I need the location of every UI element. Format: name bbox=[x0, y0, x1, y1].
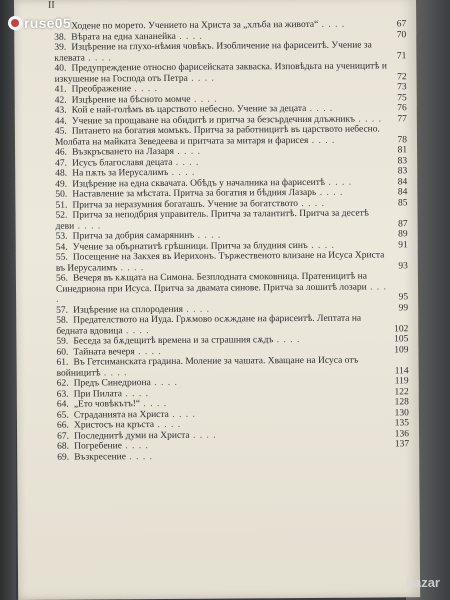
leader-dots: . . . . bbox=[125, 451, 153, 462]
entry-number: 49. bbox=[55, 179, 68, 190]
leader-dots: . . . . bbox=[173, 146, 202, 157]
page-number: II bbox=[47, 0, 55, 11]
entry-title: Вечеря въ кѫщата на Симона. Безплодната смоковница. Пратеницитѣ на Синедриона при Исуса. Притча за двамата синове. Притча за лошитѣ лозари bbox=[55, 271, 367, 295]
entry-title: Вѣрата на една хананейка bbox=[71, 31, 176, 43]
entry-page: 83 bbox=[397, 155, 408, 166]
entry-page: 99 bbox=[398, 302, 409, 313]
entry-page: 67 bbox=[396, 19, 407, 30]
toc-entry bbox=[55, 124, 407, 147]
entry-page: 114 bbox=[394, 365, 409, 376]
entry-title: Изцѣрение на сплородения bbox=[73, 304, 184, 316]
entry-page: 73 bbox=[397, 82, 407, 93]
leader-dots: . . . . bbox=[354, 113, 383, 125]
leader-dots: . . . . bbox=[187, 73, 215, 84]
entry-number: 58. bbox=[56, 315, 69, 326]
entry-number: 57. bbox=[56, 305, 69, 316]
entry-number: 62. bbox=[56, 378, 69, 389]
toc-entry bbox=[56, 313, 408, 336]
entry-page: 70 bbox=[396, 29, 407, 40]
entry-number: 44. bbox=[54, 116, 67, 127]
entry-title: Исусъ благославя децата bbox=[72, 157, 173, 169]
leader-dots: . . . . bbox=[183, 304, 211, 315]
entry-title: Изцѣрение на глухо-нѣмия човѣкъ. Изобличение на фарисеитѣ. Учение за клевата bbox=[54, 40, 372, 64]
leader-dots: . . . . bbox=[325, 177, 353, 188]
entry-number: 65. bbox=[56, 410, 69, 421]
entry-number: 60. bbox=[56, 347, 69, 358]
leader-dots: . . . . bbox=[150, 377, 178, 389]
entry-page: 89 bbox=[398, 229, 408, 240]
watermark bbox=[8, 14, 71, 31]
toc-entry bbox=[54, 61, 406, 84]
toc-entry bbox=[56, 271, 408, 305]
leader-dots: . . . . bbox=[175, 31, 203, 42]
entry-page: 81 bbox=[397, 145, 408, 156]
entry-number: 53. bbox=[55, 231, 68, 242]
entry-title: Страданията на Христа bbox=[73, 409, 169, 421]
entry-title: Предъ Синедриона bbox=[73, 378, 151, 389]
entry-number: 67. bbox=[57, 431, 69, 442]
entry-number: 42. bbox=[54, 95, 67, 106]
entry-title: Погребение bbox=[74, 441, 122, 452]
entry-number: 50. bbox=[55, 189, 68, 200]
entry-page: 84 bbox=[397, 187, 408, 198]
entry-page: 130 bbox=[394, 407, 409, 418]
entry-title: Христосъ на кръста bbox=[73, 420, 155, 431]
entry-page: 78 bbox=[397, 134, 408, 145]
leader-dots: . . . . bbox=[190, 94, 218, 105]
leader-dots: . . . . bbox=[121, 441, 149, 452]
entry-number: 46. bbox=[55, 147, 67, 158]
entry-page: 76 bbox=[397, 103, 407, 114]
bazar-logo: bazar bbox=[406, 575, 440, 590]
leader-dots: . . . . bbox=[273, 335, 301, 346]
book-page bbox=[14, 0, 420, 600]
entry-title: Изцѣрение на една сквачата. Обѣдъ у началника на фарисеитѣ bbox=[72, 177, 326, 190]
watermark-logo-icon bbox=[8, 16, 22, 30]
entry-number: 61. bbox=[56, 357, 69, 368]
entry-title: Учение за прощаване на обидитѣ и притча за безсърдечния длъжникъ bbox=[71, 114, 356, 127]
entry-page: 75 bbox=[397, 92, 407, 103]
entry-page: 83 bbox=[397, 166, 408, 177]
entry-title: Учение за обърнатитѣ грѣшници. Притча за блудния синъ bbox=[72, 240, 308, 253]
entry-page: 71 bbox=[396, 50, 407, 61]
entry-title: Предателството на Иуда. Грѫмово осѫждане на фарисеитѣ. Лептата на бедната вдовица bbox=[56, 313, 362, 337]
entry-number: 48. bbox=[55, 168, 68, 179]
entry-number: 64. bbox=[56, 399, 69, 410]
entry-number: 52. bbox=[55, 210, 68, 221]
entry-page: 95 bbox=[398, 292, 409, 303]
entry-page: 128 bbox=[394, 397, 409, 408]
entry-page: 72 bbox=[397, 71, 407, 82]
entry-number: 40. bbox=[54, 63, 67, 74]
entry-title: Въ Гетсиманската градина. Моление за чашата. Хващане на Исуса отъ войницитѣ bbox=[56, 355, 359, 379]
entry-number: 55. bbox=[55, 252, 68, 263]
leader-dots: . . . . bbox=[117, 262, 145, 273]
entry-page: 122 bbox=[394, 386, 409, 397]
toc-entry bbox=[57, 450, 409, 463]
leader-dots: . . . . bbox=[56, 281, 388, 305]
leader-dots: . . . . bbox=[121, 388, 150, 399]
entry-number: 68. bbox=[57, 441, 70, 452]
leader-dots: . . . . bbox=[318, 19, 346, 30]
leader-dots: . . . . bbox=[154, 419, 182, 431]
entry-number: 51. bbox=[55, 200, 68, 211]
entry-number: 41. bbox=[54, 84, 67, 95]
entry-title: Питането на богатия момъкъ. Притча за работницитѣ въ царството небесно. Молбата на майката Зеведеева и притчата за митаря и фарисея bbox=[54, 124, 380, 148]
entry-page: 84 bbox=[397, 176, 408, 187]
table-of-contents bbox=[54, 19, 409, 462]
entry-number: 69. bbox=[57, 452, 70, 463]
entry-title: При Пилата bbox=[73, 388, 123, 400]
leader-dots: . . . . bbox=[194, 230, 222, 241]
entry-title: Притча за добрия самарянинъ bbox=[72, 230, 195, 242]
leader-dots: . . . . bbox=[306, 103, 334, 114]
leader-dots: . . . . bbox=[168, 167, 196, 178]
entry-number: 38. bbox=[54, 32, 67, 43]
entry-title: Възкресение bbox=[74, 451, 126, 463]
leader-dots: . . . . bbox=[140, 398, 168, 410]
entry-page: 87 bbox=[398, 218, 408, 229]
entry-title: Предупреждение относно фарисейската закваска. Изповѣдьта на ученицитѣ и изкушение на Господа отъ Петра bbox=[54, 61, 387, 85]
leader-dots: . . . . bbox=[189, 430, 217, 441]
entry-title: „Ето човѣкътъ!“ bbox=[73, 399, 141, 410]
entry-number: 56. bbox=[55, 273, 68, 284]
entry-page: 136 bbox=[394, 428, 410, 439]
entry-title: Кой е най-голѣмъ въ царството небесно. Учение за децата bbox=[71, 103, 307, 116]
leader-dots: . . . . bbox=[168, 409, 196, 420]
leader-dots: . . . . bbox=[131, 83, 159, 95]
leader-dots: . . . . bbox=[172, 157, 200, 168]
entry-number: 39. bbox=[54, 42, 67, 53]
toc-entry bbox=[56, 250, 408, 273]
leader-dots: . . . . bbox=[308, 135, 336, 146]
toc-entry bbox=[54, 40, 406, 63]
toc-entry bbox=[56, 355, 408, 378]
leader-dots: . . . . bbox=[134, 346, 162, 357]
background-left bbox=[0, 0, 16, 600]
entry-page: 77 bbox=[397, 113, 407, 124]
entry-page: 109 bbox=[394, 344, 409, 355]
entry-title: Последнитѣ думи на Христа bbox=[74, 430, 190, 442]
entry-page: 85 bbox=[397, 197, 408, 208]
entry-number: 45. bbox=[54, 126, 67, 137]
entry-number: 43. bbox=[54, 105, 67, 116]
entry-number: 59. bbox=[56, 336, 69, 347]
entry-page: 119 bbox=[394, 376, 409, 387]
entry-title: Притча за неразумния богаташъ. Учение за богатството bbox=[72, 198, 299, 211]
entry-title: Наставление за мѣстата. Притча за богатия и бѣдния Лазарь bbox=[72, 187, 317, 200]
leader-dots: . . . . bbox=[307, 240, 335, 251]
entry-page: 135 bbox=[394, 418, 409, 429]
entry-page: 102 bbox=[394, 323, 409, 334]
entry-title: Изцѣрение на бѣсното момче bbox=[71, 94, 191, 106]
leader-dots: . . . . bbox=[74, 220, 102, 232]
leader-dots: . . . . bbox=[122, 325, 150, 336]
leader-dots: . . . . bbox=[297, 198, 326, 209]
entry-number: 54. bbox=[55, 242, 68, 253]
entry-number: 47. bbox=[55, 158, 68, 169]
entry-number: 66. bbox=[56, 420, 69, 431]
entry-title: На пѫть за Иерусалимъ bbox=[72, 167, 169, 179]
entry-title: Тайната вечеря bbox=[73, 346, 135, 358]
toc-entry bbox=[55, 208, 407, 231]
entry-title: Възкръсването на Лазаря bbox=[72, 146, 175, 158]
entry-title: Преображение bbox=[71, 84, 132, 95]
entry-page: 137 bbox=[394, 439, 410, 450]
leader-dots: . . . . bbox=[84, 52, 112, 64]
entry-page: 105 bbox=[394, 334, 409, 345]
watermark-text: ruse05 bbox=[24, 15, 71, 31]
entry-title: Посещение на Закхея въ Иерихонъ. Тържественото влизане на Исуса Христа въ Иерусалимъ bbox=[55, 250, 385, 274]
entry-title: Беседа за бѫдещитѣ времена и за страшния сѫдъ bbox=[73, 335, 274, 347]
entry-number: 63. bbox=[56, 389, 69, 400]
leader-dots: . . . . bbox=[100, 367, 128, 378]
leader-dots: . . . . bbox=[316, 187, 344, 198]
entry-page: 93 bbox=[398, 260, 408, 271]
entry-title: Ходене по морето. Учението на Христа за „хлъба на живота“ bbox=[71, 19, 319, 32]
entry-title: Притча за неподбрия управитель. Притча за талантитѣ. Притча за десетѣ деви bbox=[55, 208, 369, 232]
entry-page: 91 bbox=[398, 239, 408, 250]
